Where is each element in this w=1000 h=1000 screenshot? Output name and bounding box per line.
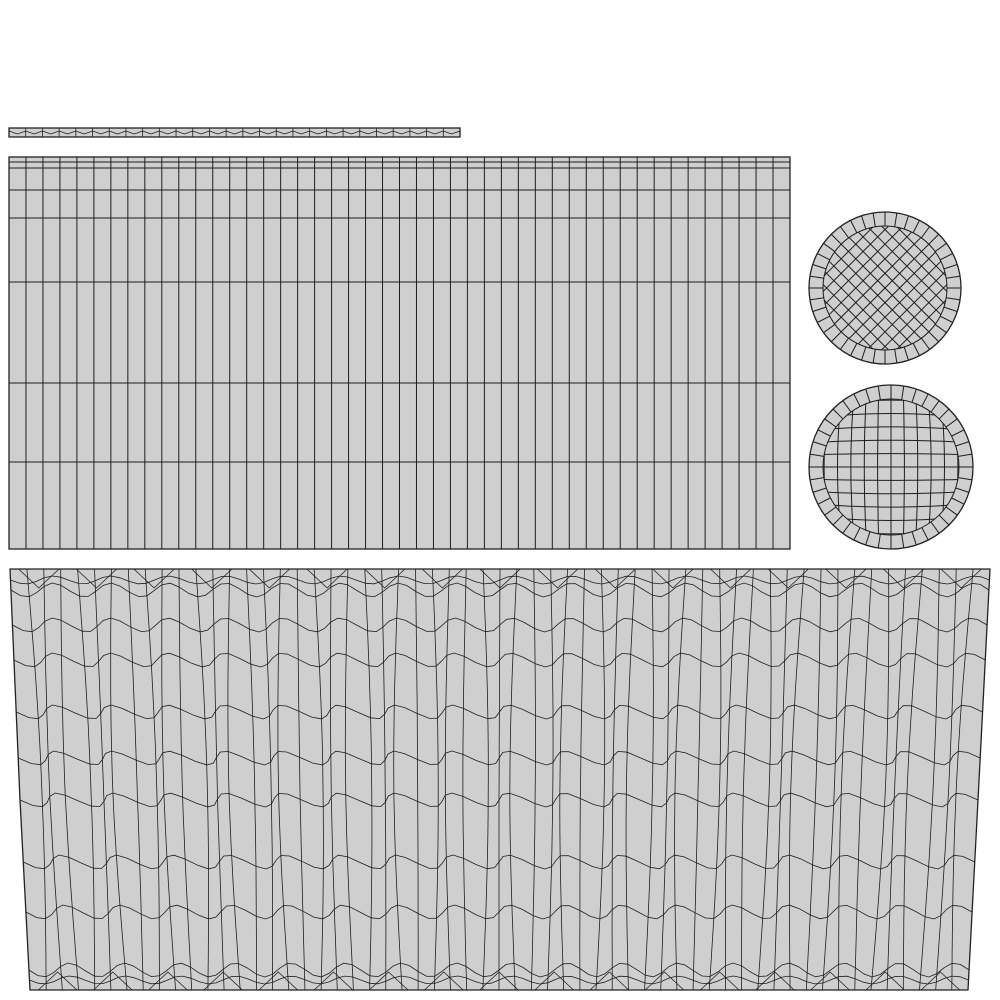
top-strip-outline xyxy=(9,128,460,137)
uv-island-cylinder-side xyxy=(9,157,790,549)
uv-island-top-strip xyxy=(9,128,460,137)
uv-island-distorted-panel xyxy=(10,569,990,990)
